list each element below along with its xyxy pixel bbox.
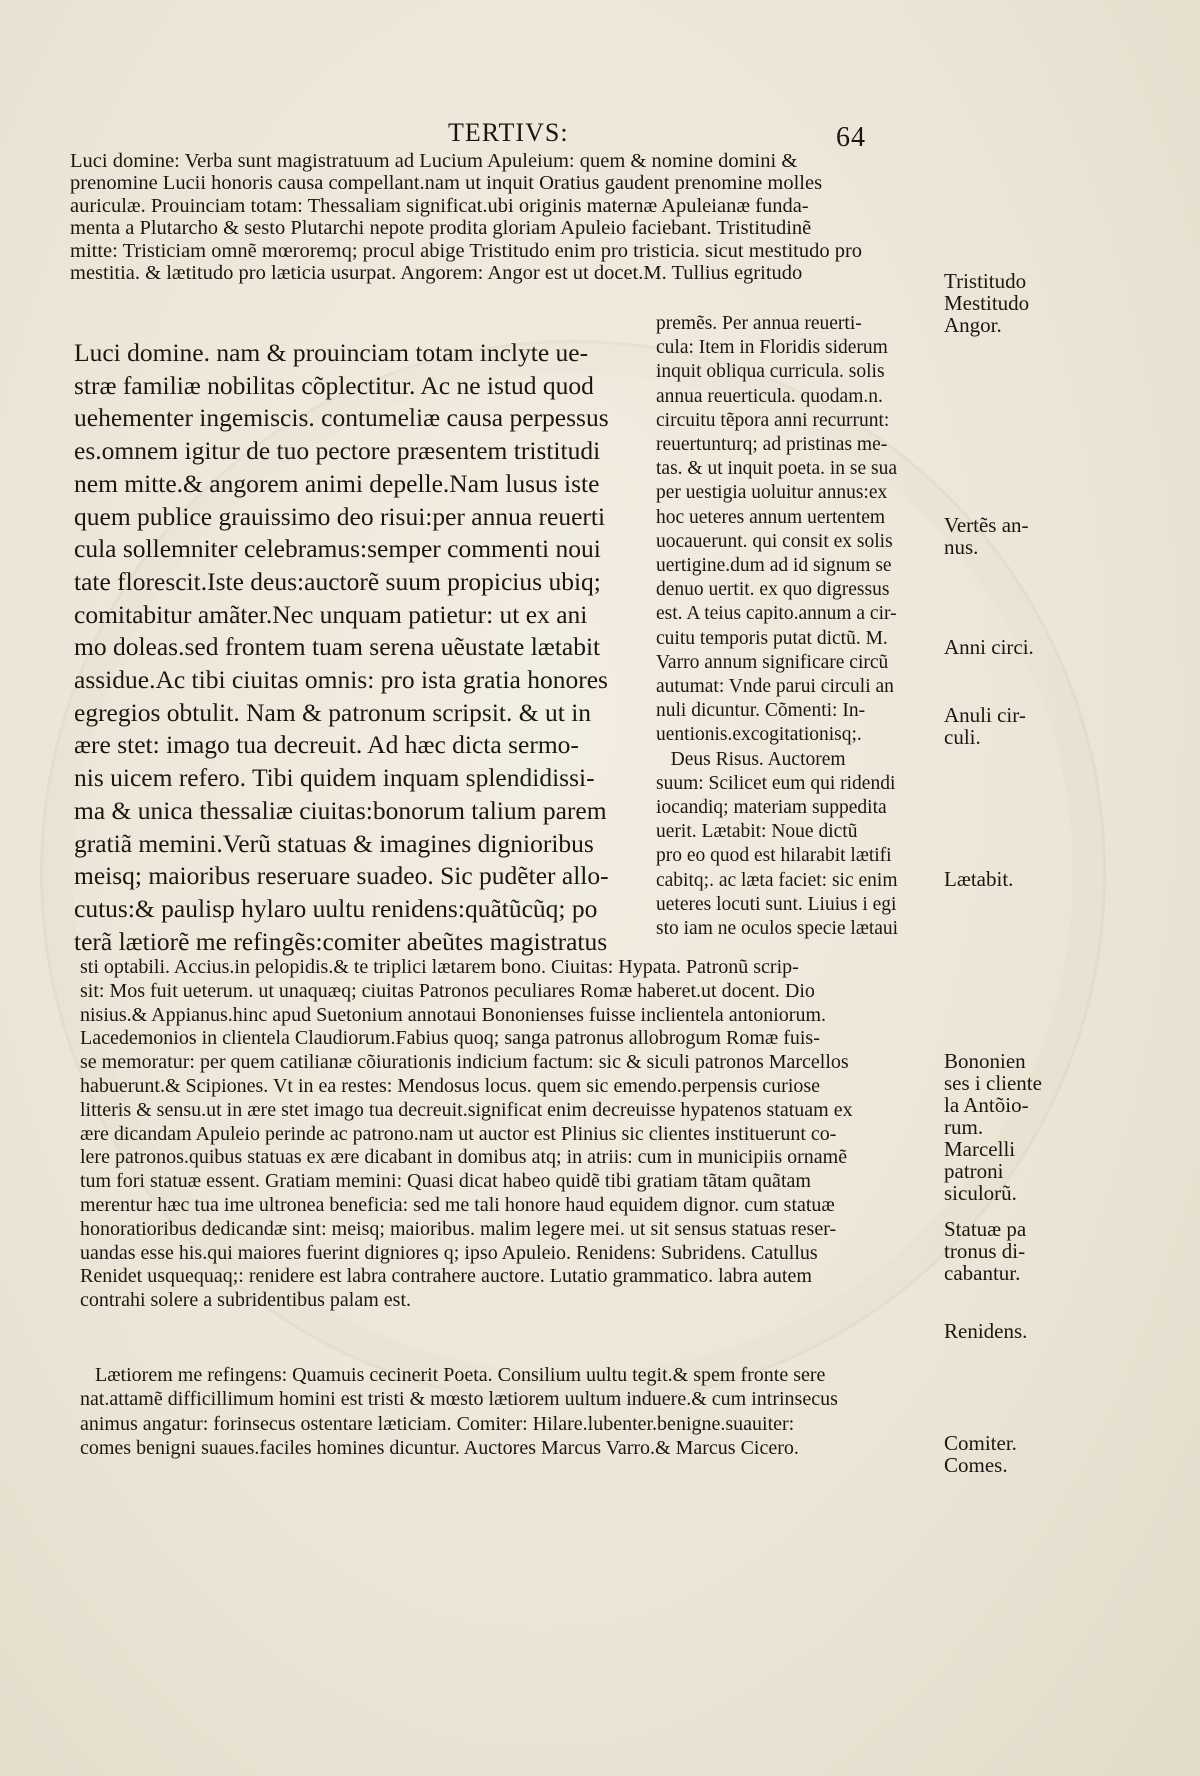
gloss-line: Statuæ pa <box>944 1217 1027 1241</box>
commentary-line: uocauerunt. qui consit ex solis <box>656 530 893 552</box>
gloss-line: culi. <box>944 725 981 749</box>
commentary-line: ueteres locuti sunt. Liuius i egi <box>656 893 897 915</box>
margin-gloss <box>944 270 1064 336</box>
main-text-line: uehementer ingemiscis. contumeliæ causa perpessus <box>74 403 609 433</box>
main-text-line: tate florescit.Iste deus:auctorẽ suum propicius ubiq; <box>74 566 601 596</box>
commentary-line: honoratioribus dedicandæ sint: meisq; maioribus. malim legere mei. ut sit sensus statuas reser- <box>80 1217 837 1240</box>
main-text-line: cula sollemniter celebramus:semper commenti noui <box>74 534 601 564</box>
commentary-line: Luci domine: Verba sunt magistratuum ad Lucium Apuleium: quem & nomine domini & <box>70 150 798 172</box>
commentary-line: nisius.& Appianus.hinc apud Suetonium annotaui Bononienses fuisse inclientela antoniorum. <box>80 1003 827 1026</box>
commentary-line: tas. & ut inquit poeta. in se sua <box>656 458 898 480</box>
commentary-bottom <box>80 956 940 1313</box>
margin-gloss <box>944 1218 1064 1284</box>
commentary-bottom-paragraph <box>80 1363 940 1460</box>
gloss-line: Vertẽs an- <box>944 513 1029 537</box>
commentary-line: pro eo quod est hilarabit lætifi <box>656 845 892 867</box>
margin-gloss <box>944 704 1064 748</box>
commentary-line: iocandiq; materiam suppedita <box>656 797 887 819</box>
gloss-line: Angor. <box>944 313 1002 337</box>
commentary-line: suum: Scilicet eum qui ridendi <box>656 772 896 794</box>
commentary-line: nat.attamẽ difficillimum homini est tristi & mœsto lætiorem uultum induere.& cum intrinsecus <box>80 1388 838 1411</box>
commentary-line: habuerunt.& Scipiones. Vt in ea restes: Mendosus locus. quem sic emendo.perpensis curiose <box>80 1074 821 1097</box>
gloss-line: Anni circi. <box>944 635 1034 659</box>
commentary-line: Lacedemonios in clientela Claudiorum.Fabius quoq; sanga patronus allobrogum Romæ fuis- <box>80 1027 820 1050</box>
commentary-line: litteris & sensu.ut in ære stet imago tua decreuit.significat enim decreuisse hypatenos statuam ex <box>80 1098 853 1121</box>
commentary-line: se memoratur: per quem catilianæ cõiurationis indicium factum: sic & siculi patronos Marcellos <box>80 1051 849 1074</box>
gloss-line: patroni <box>944 1159 1004 1183</box>
commentary-top <box>70 150 940 284</box>
commentary-line: inquit obliqua curricula. solis <box>656 361 885 383</box>
gloss-line: Renidens. <box>944 1319 1028 1343</box>
gloss-line: tronus di- <box>944 1239 1026 1263</box>
commentary-line: nuli dicuntur. Cõmenti: In- <box>656 700 866 722</box>
gloss-line: Mestitudo <box>944 291 1030 315</box>
main-text-line: Luci domine. nam & prouinciam totam inclyte ue- <box>74 338 589 367</box>
commentary-line: cuitu temporis putat dictũ. M. <box>656 627 888 649</box>
main-text <box>74 337 644 958</box>
main-text-line: stræ familiæ nobilitas cõplectitur. Ac ne istud quod <box>74 370 594 400</box>
main-text-line: meisq; maioribus reseruare suadeo. Sic pudẽter allo- <box>74 861 609 891</box>
margin-gloss <box>944 514 1064 558</box>
commentary-line: premẽs. Per annua reuerti- <box>656 313 862 334</box>
commentary-line: sto iam ne oculos specie lætaui <box>656 918 899 940</box>
main-text-line: comitabitur amãter.Nec unquam patietur: ut ex ani <box>74 599 588 629</box>
running-title: TERTIVS: <box>448 118 569 147</box>
commentary-line: Varro annum significare circũ <box>656 651 889 673</box>
main-text-line: ma & unica thessaliæ ciuitas:bonorum talium parem <box>74 795 607 825</box>
commentary-line: autumat: Vnde parui circuli an <box>656 676 894 698</box>
commentary-line: comes benigni suaues.faciles homines dicuntur. Auctores Marcus Varro.& Marcus Cicero. <box>80 1436 799 1459</box>
commentary-line: menta a Plutarcho & sesto Plutarchi nepote prodita gloriam Apuleio faciebant. Tristitudinẽ <box>70 217 812 240</box>
margin-gloss <box>944 1320 1064 1342</box>
gloss-line: la Antõio- <box>944 1093 1029 1117</box>
commentary-line: sti optabili. Accius.in pelopidis.& te triplici lætarem bono. Ciuitas: Hypata. Patronũ scrip- <box>80 956 799 978</box>
commentary-line: per uestigia uoluitur annus:ex <box>656 482 888 504</box>
commentary-line: circuitu tẽpora anni recurrunt: <box>656 409 890 431</box>
commentary-line: hoc ueteres annum uertentem <box>656 506 886 528</box>
gloss-line: ses i cliente <box>944 1071 1042 1095</box>
commentary-line: denuo uertit. ex quo digressus <box>656 579 890 601</box>
commentary-line: contrahi solere a subridentibus palam est. <box>80 1289 412 1312</box>
main-text-line: terã lætiorẽ me refingẽs:comiter abeũtes magistratus <box>74 926 608 956</box>
main-text-line: gratiã memini.Verũ statuas & imagines dignioribus <box>74 828 594 858</box>
margin-gloss <box>944 1432 1064 1476</box>
main-text-line: nem mitte.& angorem animi depelle.Nam lusus iste <box>74 468 600 498</box>
commentary-line: animus angatur: forinsecus ostentare læticiam. Comiter: Hilare.lubenter.benigne.suauiter: <box>80 1412 795 1435</box>
gloss-line: Marcelli <box>944 1137 1016 1161</box>
margin-gloss <box>944 1050 1064 1204</box>
commentary-line: uertigine.dum ad id signum se <box>656 555 892 577</box>
commentary-line: merentur hæc tua ime ultronea beneficia: sed me tali honore haud equidem dignor. cum statuæ <box>80 1193 835 1216</box>
commentary-line: lere patronos.quibus statuas ex ære dicabant in domibus atq; in atriis: cum in municipiis ornamẽ <box>80 1146 848 1169</box>
commentary-line: ære dicandam Apuleio perinde ac patrono.nam ut auctor est Plinius sic clientes instituerunt co- <box>80 1122 837 1145</box>
commentary-line: auriculæ. Prouinciam totam: Thessaliam significat.ubi originis maternæ Apuleianæ funda- <box>70 194 809 217</box>
commentary-line: uandas esse his.qui maiores fuerint digniores q; ipso Apuleio. Renidens: Subridens. Catullus <box>80 1241 818 1264</box>
main-text-line: cutus:& paulisp hylaro uultu renidens:quãtũcũq; po <box>74 893 598 923</box>
margin-gloss <box>944 868 1064 890</box>
main-text-line: es.omnem igitur de tuo pectore præsentem tristitudi <box>74 436 601 466</box>
gloss-line: Anuli cir- <box>944 703 1026 727</box>
commentary-line: cula: Item in Floridis siderum <box>656 337 888 359</box>
margin-gloss <box>944 636 1064 658</box>
main-text-line: egregios obtulit. Nam & patronum scripsit. & ut in <box>74 697 592 727</box>
gloss-line: Comiter. <box>944 1431 1017 1455</box>
commentary-line: Lætiorem me refingens: Quamuis cecinerit Poeta. Consilium uultu tegit.& spem fronte sere <box>80 1364 826 1386</box>
commentary-line: uerit. Lætabit: Noue dictũ <box>656 821 858 843</box>
gloss-line: Tristitudo <box>944 269 1027 293</box>
gloss-line: rum. <box>944 1115 984 1139</box>
commentary-line: mitte: Tristiciam omnẽ mœroremq; procul abige Tristitudo enim pro tristicia. sicut mestitudo pro <box>70 239 863 262</box>
main-text-line: assidue.Ac tibi ciuitas omnis: pro ista gratia honores <box>74 665 608 695</box>
commentary-line: mestitia. & lætitudo pro læticia usurpat. Angorem: Angor est ut docet.M. Tullius egritudo <box>70 262 803 285</box>
main-text-line: quem publice grauissimo deo risui:per annua reuerti <box>74 501 606 531</box>
commentary-line: tum fori statuæ essent. Gratiam memini: Quasi dicat habeo quidẽ tibi gratiam tãtam quãtam <box>80 1170 811 1193</box>
gloss-line: Bononien <box>944 1049 1026 1073</box>
gloss-line: siculorũ. <box>944 1181 1017 1205</box>
gloss-line: nus. <box>944 535 979 559</box>
folio-number: 64 <box>836 122 866 153</box>
main-text-line: nis uicem refero. Tibi quidem inquam splendidissi- <box>74 763 595 793</box>
commentary-line: uentionis.excogitationisq;. <box>656 724 862 746</box>
commentary-line: sit: Mos fuit ueterum. ut unaquæq; ciuitas Patronos peculiares Romæ haberet.ut docent. Dio <box>80 979 815 1002</box>
commentary-line: reuertunturq; ad pristinas me- <box>656 434 888 456</box>
commentary-line: Deus Risus. Auctorem <box>656 748 846 770</box>
commentary-line: Renidet usquequaq;: renidere est labra contrahere auctore. Lutatio grammatico. labra autem <box>80 1265 812 1288</box>
gloss-line: cabantur. <box>944 1261 1021 1285</box>
main-text-line: ære stet: imago tua decreuit. Ad hæc dicta sermo- <box>74 730 579 760</box>
gloss-line: Comes. <box>944 1453 1008 1477</box>
main-text-line: mo doleas.sed frontem tuam serena uẽustate lætabit <box>74 632 601 662</box>
gloss-line: Lætabit. <box>944 867 1014 891</box>
commentary-right <box>656 312 932 941</box>
commentary-line: prenomine Lucii honoris causa compellant.nam ut inquit Oratius gaudent prenomine molles <box>70 172 823 195</box>
commentary-line: cabitq;. ac læta faciet: sic enim <box>656 869 898 891</box>
commentary-line: est. A teius capito.annum a cir- <box>656 603 897 625</box>
commentary-line: annua reuerticula. quodam.n. <box>656 385 883 407</box>
